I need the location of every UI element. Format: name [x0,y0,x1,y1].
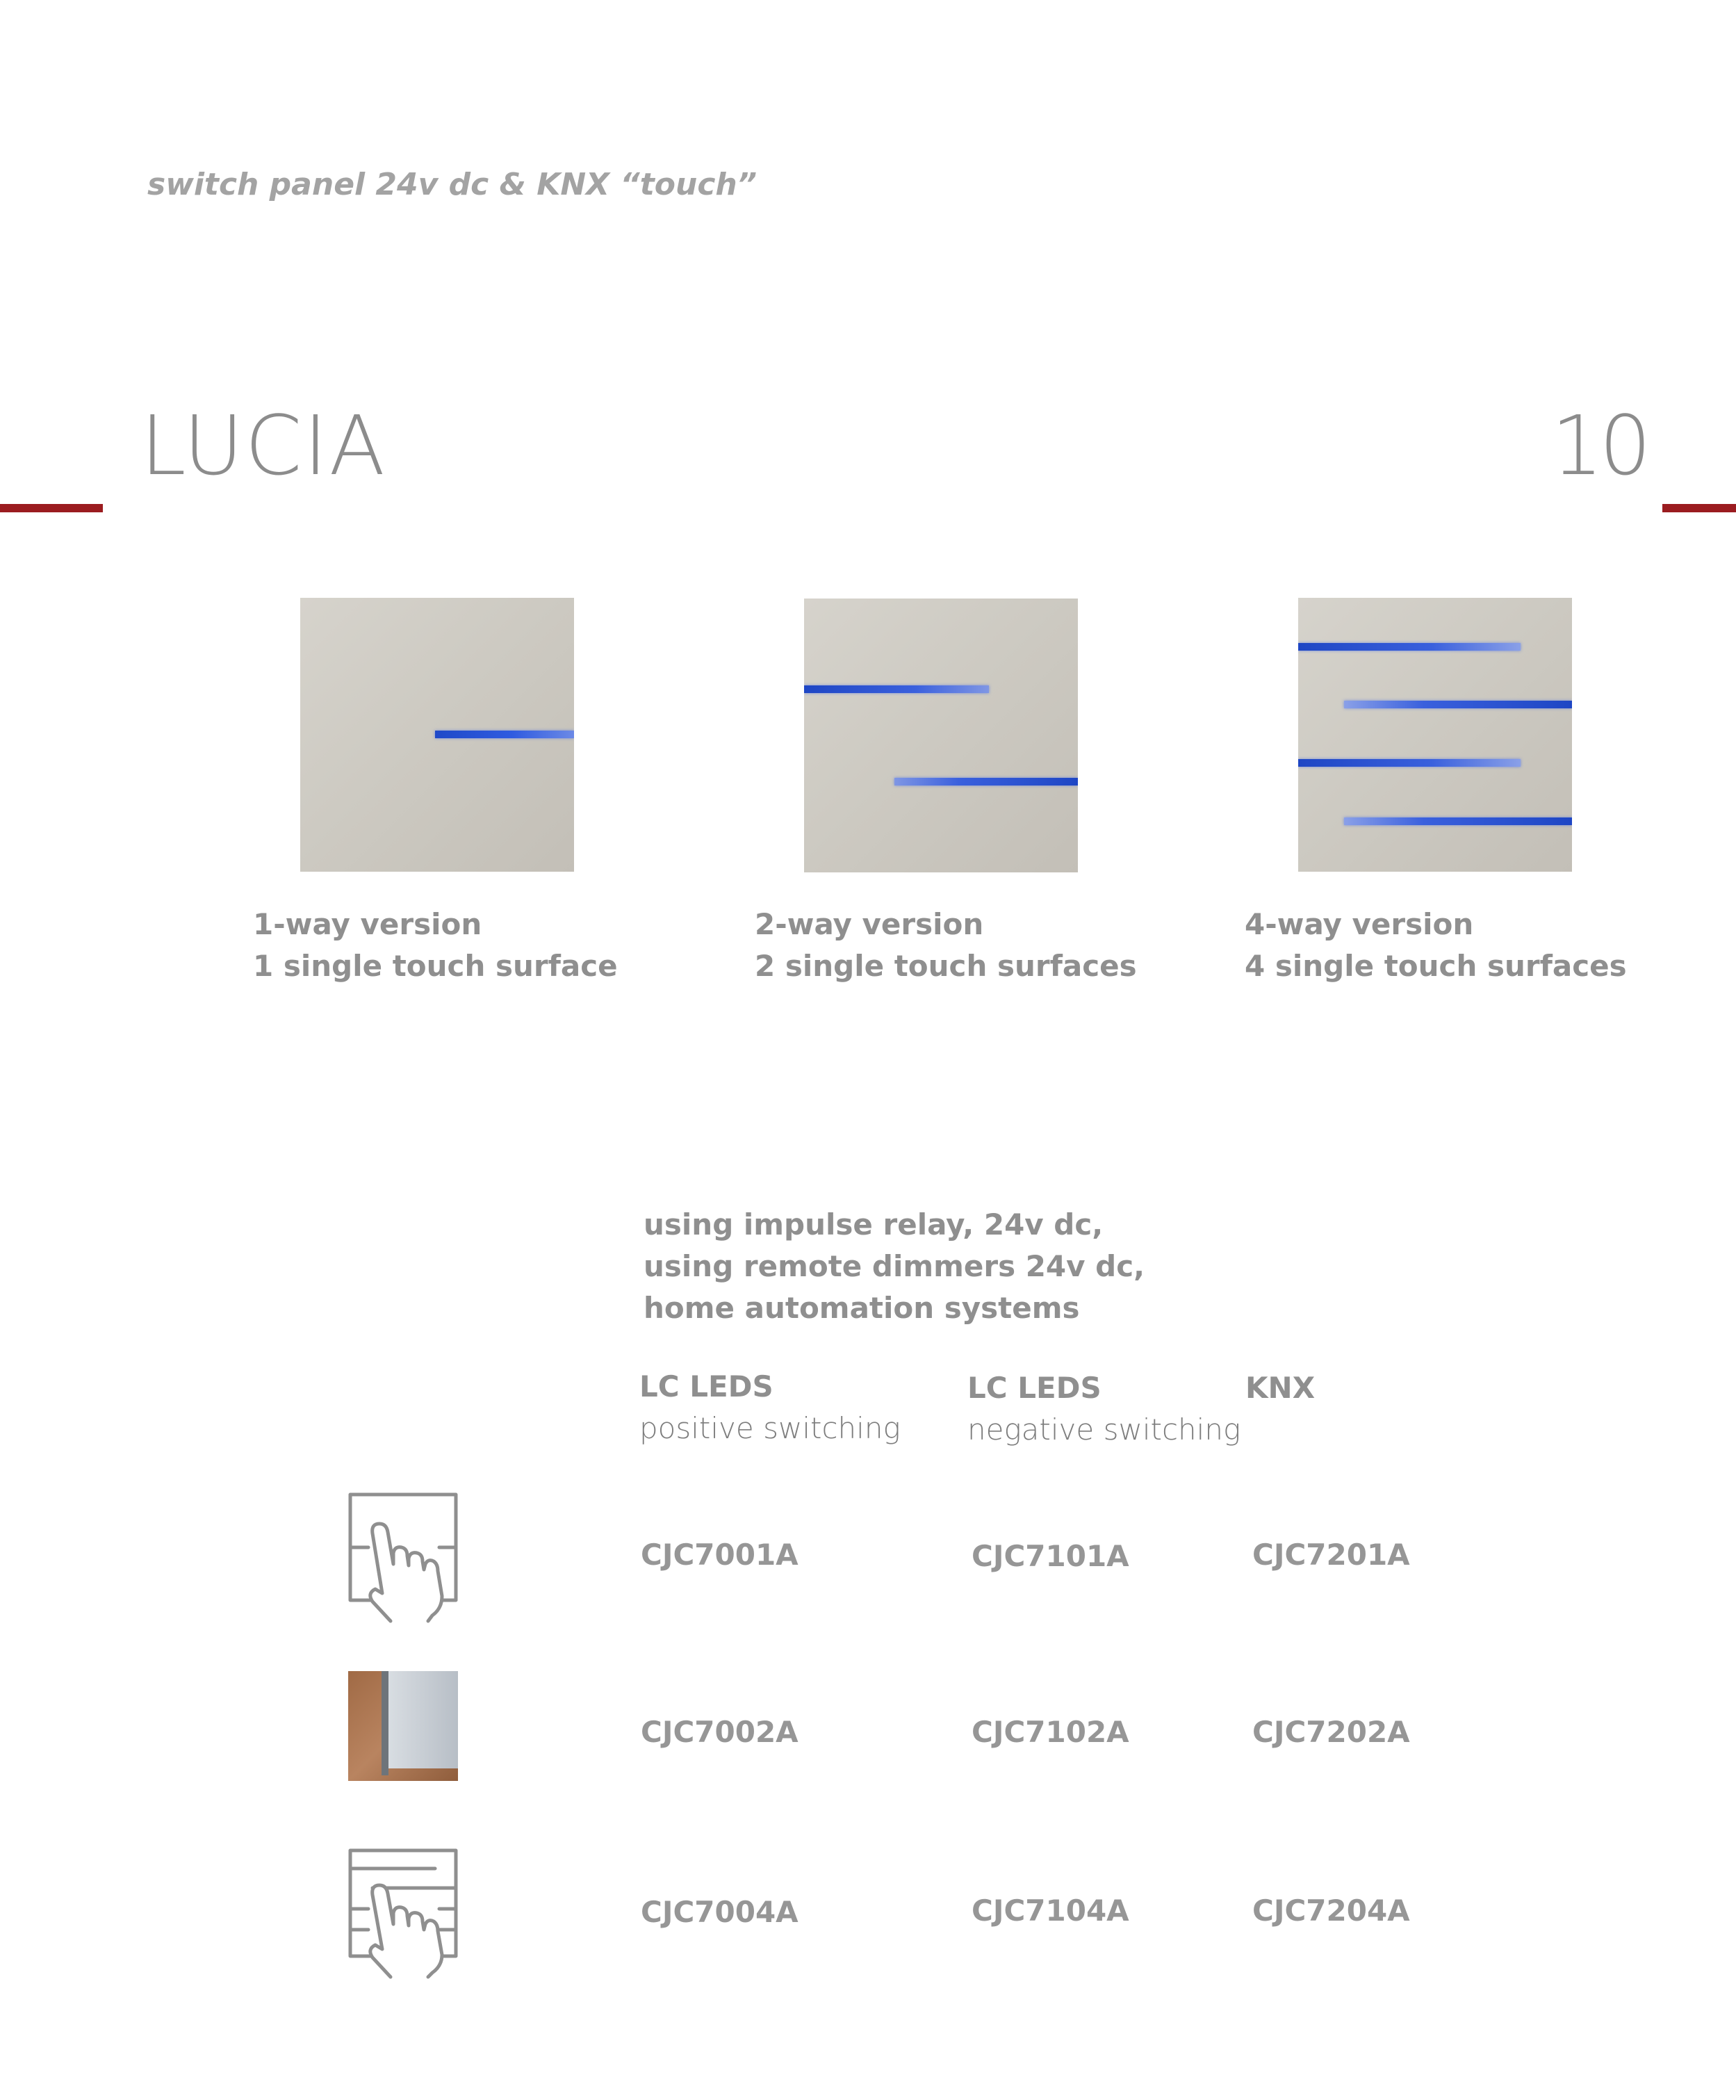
article-code: CJC7102A [972,1715,1129,1749]
touch-surface-led [1298,643,1521,651]
touch-surface-led [1344,817,1572,825]
accent-bar-left [0,504,103,512]
article-code: CJC7202A [1252,1715,1410,1749]
page-subtitle: switch panel 24v dc & KNX “touch” [147,167,758,202]
article-code: CJC7001A [641,1538,799,1572]
application-description: using impulse relay, 24v dc, using remote dimmers 24v dc, home automation systems [644,1207,1145,1325]
accent-bar-right [1662,504,1736,512]
article-code: CJC7204A [1252,1894,1410,1928]
article-code: CJC7101A [972,1539,1129,1573]
touch-surface-led [894,778,1078,786]
panel-4way-image [1298,598,1572,872]
touch-surface-led [1298,759,1521,767]
article-code: CJC7004A [641,1895,799,1929]
touch-hand-4way-icon [347,1848,459,1980]
article-code: CJC7002A [641,1715,799,1749]
column-header-knx: KNX [1245,1371,1316,1405]
touch-surface-led [435,731,574,738]
panel-2way-image [804,599,1078,872]
version-caption-4way: 4-way version 4 single touch surfaces [1245,907,1627,983]
version-caption-2way: 2-way version 2 single touch surfaces [755,907,1137,983]
touch-surface-led [1344,701,1572,708]
touch-hand-1way-icon [347,1492,459,1624]
article-code: CJC7201A [1252,1538,1410,1572]
article-code: CJC7104A [972,1894,1129,1928]
page-number: 10 [1551,398,1648,494]
product-title: LUCIA [140,398,387,494]
panel-on-wall-photo [348,1671,458,1781]
touch-surface-led [804,685,989,693]
column-header-positive: LC LEDS positive switching [639,1369,901,1445]
panel-1way-image [300,598,574,872]
column-header-negative: LC LEDS negative switching [967,1371,1241,1447]
version-caption-1way: 1-way version 1 single touch surface [253,907,618,983]
